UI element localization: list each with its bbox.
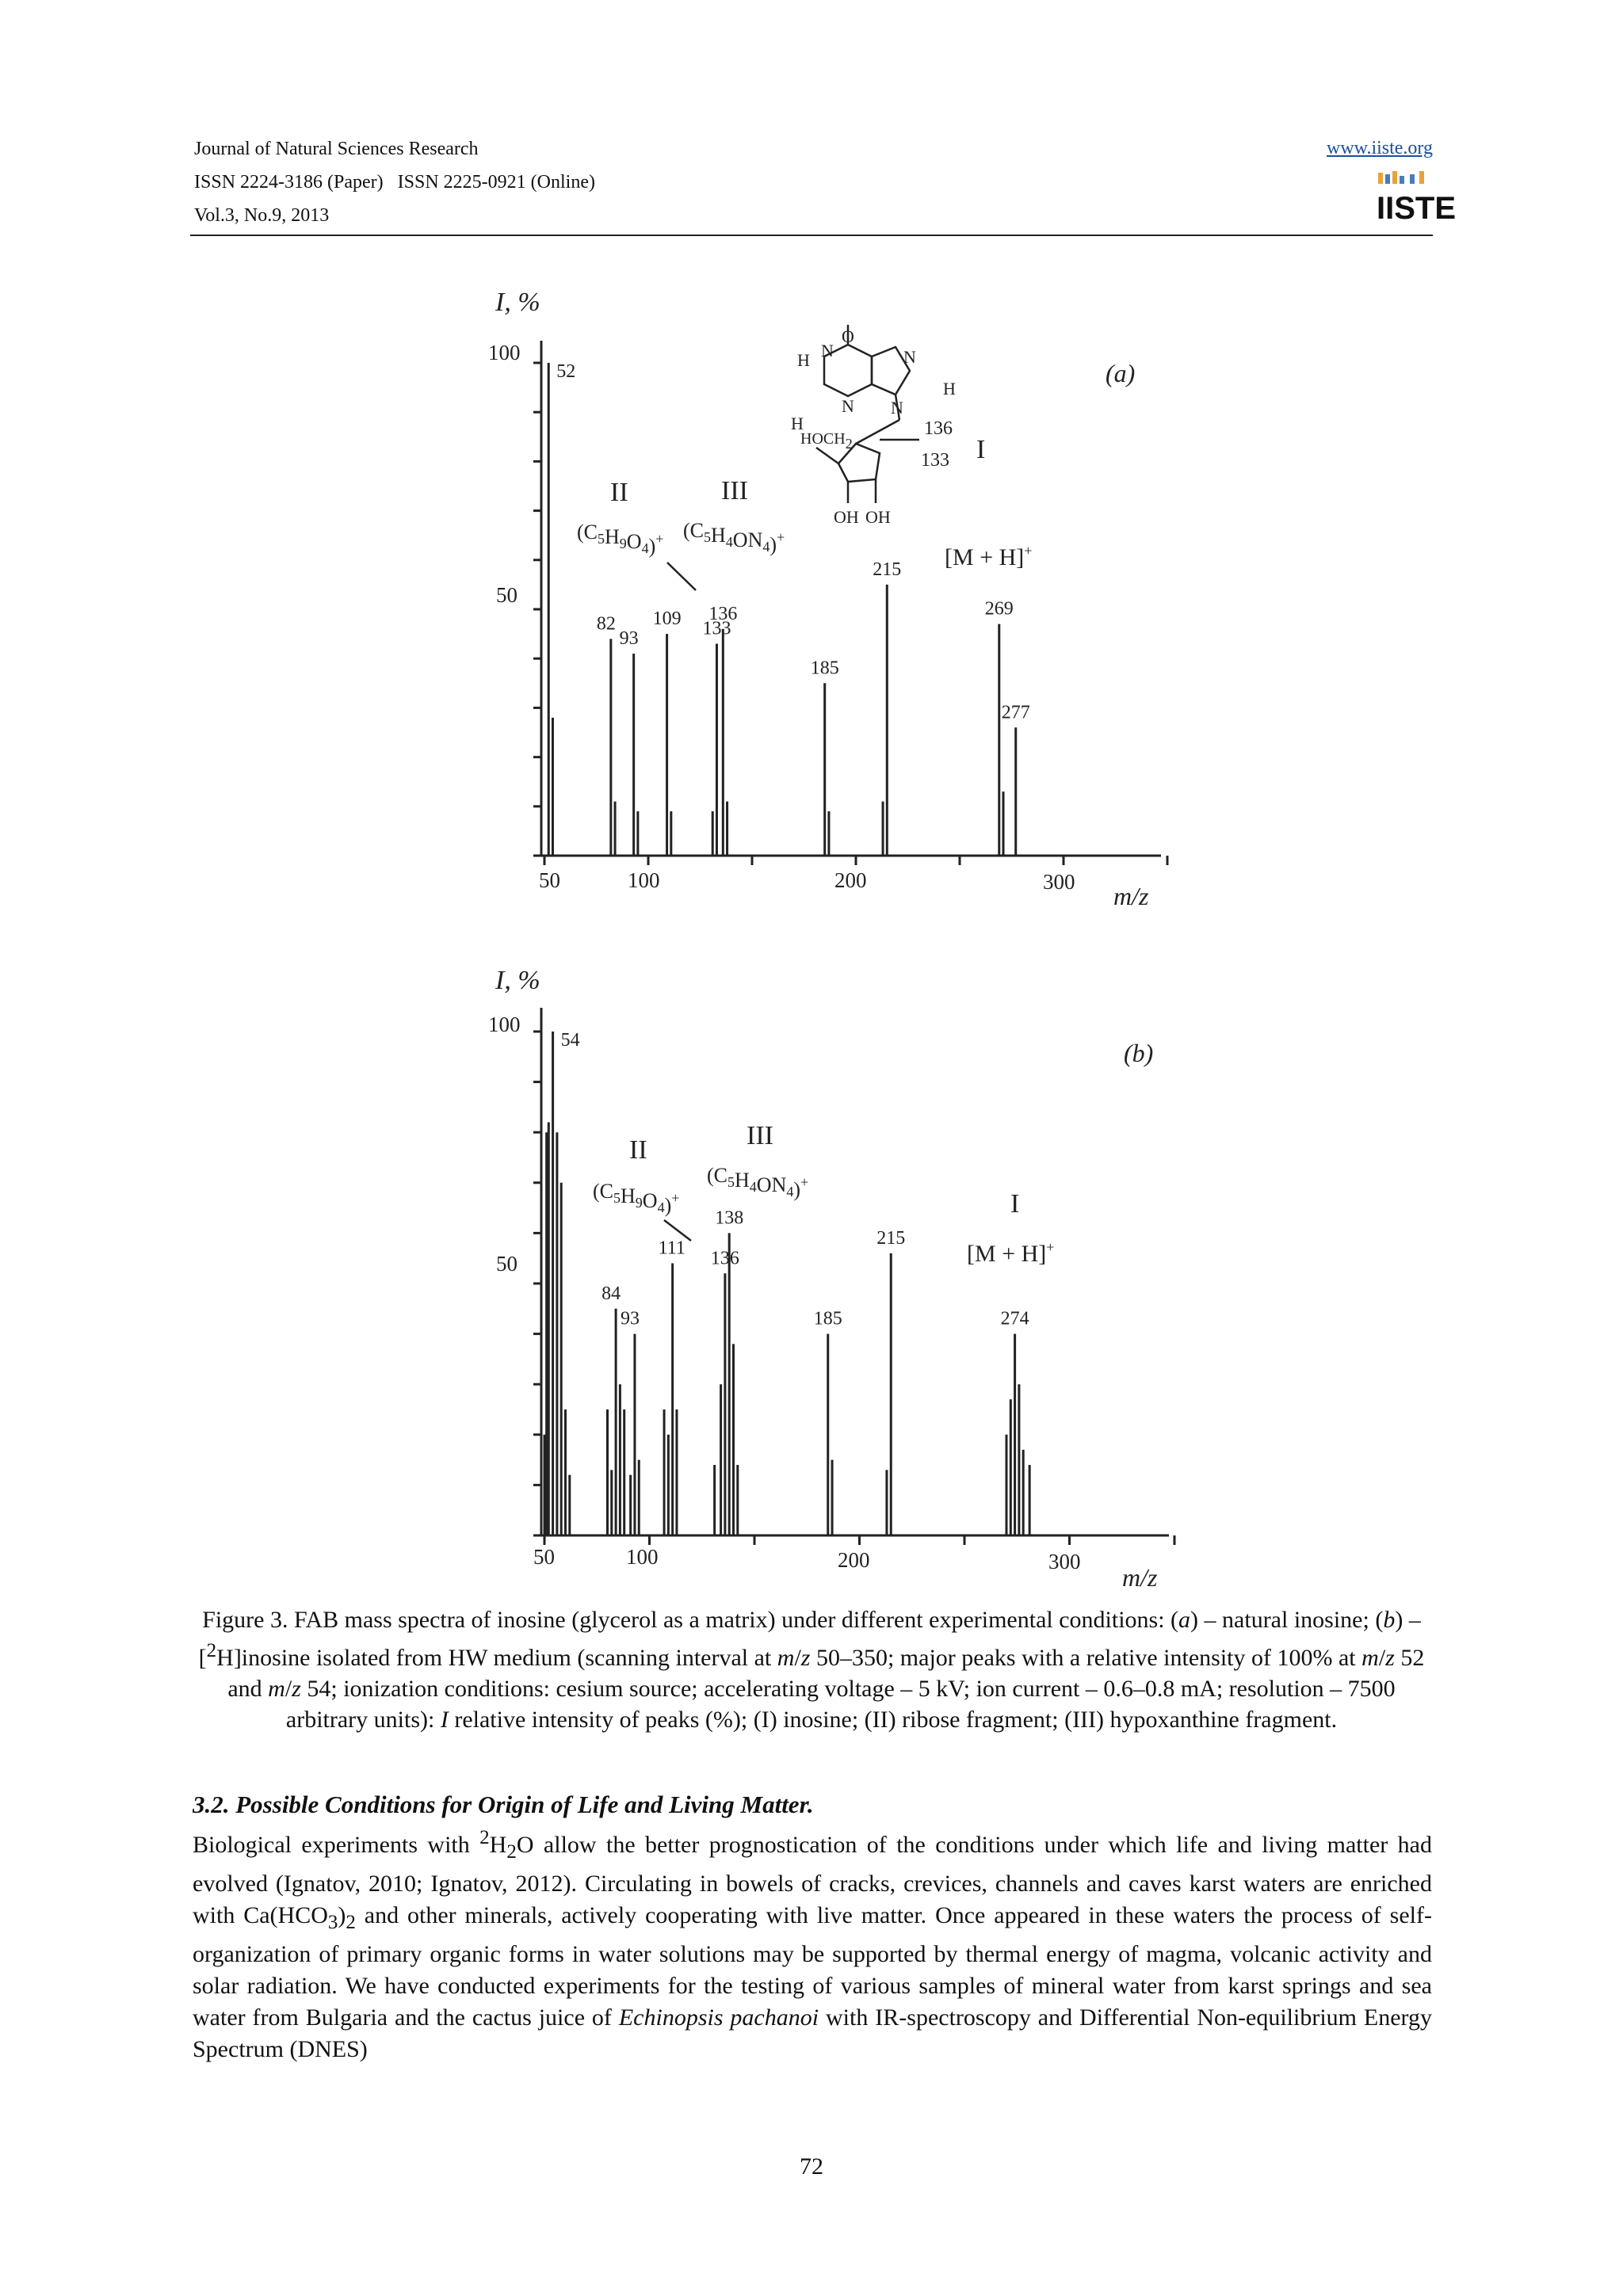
fragment-leader-line [667,563,696,590]
fragment-i-label: I [976,435,986,464]
structure-n3: N [842,396,854,416]
structure-h2: H [791,414,804,433]
structure-n7: N [903,347,916,367]
peak-label-52: 52 [556,361,576,382]
x-axis-label: m/z [1122,1563,1158,1592]
iiste-logo-icon [1375,166,1457,226]
x-tick-label-200: 200 [834,868,867,892]
peak-label-274: 274 [1000,1308,1029,1329]
fragment-ii-label: II [629,1135,647,1165]
mass-spectrum-a [460,277,1173,919]
peak-label-215: 215 [876,1227,906,1249]
molecular-ion-label: [M + H]+ [945,543,1033,570]
x-tick-label-50: 50 [539,868,560,892]
peak-label-109: 109 [652,608,682,630]
peak-label-269: 269 [984,598,1014,620]
structure-h8: H [943,379,956,399]
y-axis-label: I, % [495,966,540,995]
section-heading: 3.2. Possible Conditions for Origin of Life and Living Matter. [193,1791,814,1818]
peak-label-111: 111 [658,1238,685,1259]
fragment-iii-label: III [721,476,748,505]
fragment-ii-label: II [610,478,628,507]
header-rule [190,235,1433,236]
structure-h1: H [797,350,810,370]
x-tick-label-200: 200 [838,1548,870,1572]
x-tick-label-100: 100 [628,868,660,892]
volume-line: Vol.3, No.9, 2013 [194,205,330,226]
peak-label-138: 138 [715,1207,744,1229]
fragment-iii-formula: $(C_5H_4ON_4)^+$ [683,519,785,556]
section-body-text: Biological experiments with $^2H_2O$ allow the better prognostication of the conditions under which life and living matter had evolved (Ignatov, 2010; Ignatov, 2012). Circulating in bowels of cracks, crevices, channels and caves karst waters are enriched with $Ca(HCO_3)_2$ and other minerals, actively cooperating with live matter. Once appeared in these waters the process of self-organization of primary organic forms in water solutions may be supported by thermal energy of magma, volcanic activity and solar radiation. We have conducted experiments for the testing of various samples of mineral water from karst springs and sea water from Bulgaria and the cactus juice of Echinopsis pachanoi with IR-spectroscopy and Differential Non-equilibrium Energy Spectrum (DNES) [193,1827,1433,2062]
peak-label-136: 136 [710,1248,739,1269]
panel-label: (b) [1124,1039,1154,1067]
peak-label-215: 215 [873,559,902,580]
logo-text: IISTE [1377,191,1457,226]
fragment-iii-label: III [747,1121,773,1150]
y-tick-label-50: 50 [496,583,517,607]
structure-oh1: OH [834,507,859,527]
structure-hoch2: HOCH2 [800,430,853,452]
page-number: 72 [800,2153,823,2180]
x-tick-label-300: 300 [1043,870,1075,894]
peak-label-185: 185 [810,658,839,679]
journal-url-link[interactable]: www.iiste.org [1327,138,1433,158]
y-tick-label-50: 50 [496,1252,517,1276]
structure-n9: N [891,398,903,418]
molecular-ion-label: [M + H]+ [967,1239,1055,1267]
structure-oh2: OH [865,507,891,527]
peak-label-133: 133 [702,618,731,639]
structure-o: O [842,326,854,346]
fragment-i-label: I [1010,1189,1020,1219]
x-tick-label-100: 100 [626,1545,659,1569]
fragment-ii-formula: $(C_5H_9O_4)^+$ [577,521,664,558]
figure-caption: Figure 3. FAB mass spectra of inosine (glycerol as a matrix) under different experimental conditions: (a) – natural inosine; (b) – [$^2$H]inosine isolated from HW medium (scanning interval at m/z 50–350; major peaks with a relative intensity of 100% at m/z 52 and m/z 54; ionization conditions: cesium source; accelerating voltage – 5 kV; ion current – 0.6–0.8 mA; resolution – 7500 arbitrary units): I relative intensity of peaks (%); (I) inosine; (II) ribose fragment; (III) hypoxanthine fragment. [198,1607,1425,1733]
issn-line: ISSN 2224-3186 (Paper) ISSN 2225-0921 (Online) [194,172,595,193]
structure-n1: N [821,341,834,360]
mass-spectrum-b [460,959,1173,1600]
peak-label-185: 185 [813,1308,842,1329]
fragment-cut-133: 133 [921,450,949,471]
peak-label-277: 277 [1001,702,1030,723]
peak-label-84: 84 [601,1283,621,1304]
peak-label-93: 93 [620,1308,640,1329]
peak-label-82: 82 [596,613,616,635]
y-tick-label-100: 100 [488,1013,521,1036]
peak-label-93: 93 [619,627,639,649]
panel-label: (a) [1106,359,1136,387]
x-tick-label-50: 50 [533,1545,555,1569]
fragment-cut-136: 136 [924,418,953,439]
journal-name: Journal of Natural Sciences Research [194,139,479,159]
x-axis-label: m/z [1113,882,1149,910]
x-tick-label-300: 300 [1048,1550,1081,1573]
peak-label-54: 54 [560,1030,580,1051]
y-axis-label: I, % [495,288,540,317]
peak-label-136: 136 [708,603,738,624]
y-tick-label-100: 100 [488,341,521,364]
fragment-iii-formula: $(C_5H_4ON_4)^+$ [707,1164,809,1201]
fragment-ii-formula: $(C_5H_9O_4)^+$ [593,1180,680,1217]
